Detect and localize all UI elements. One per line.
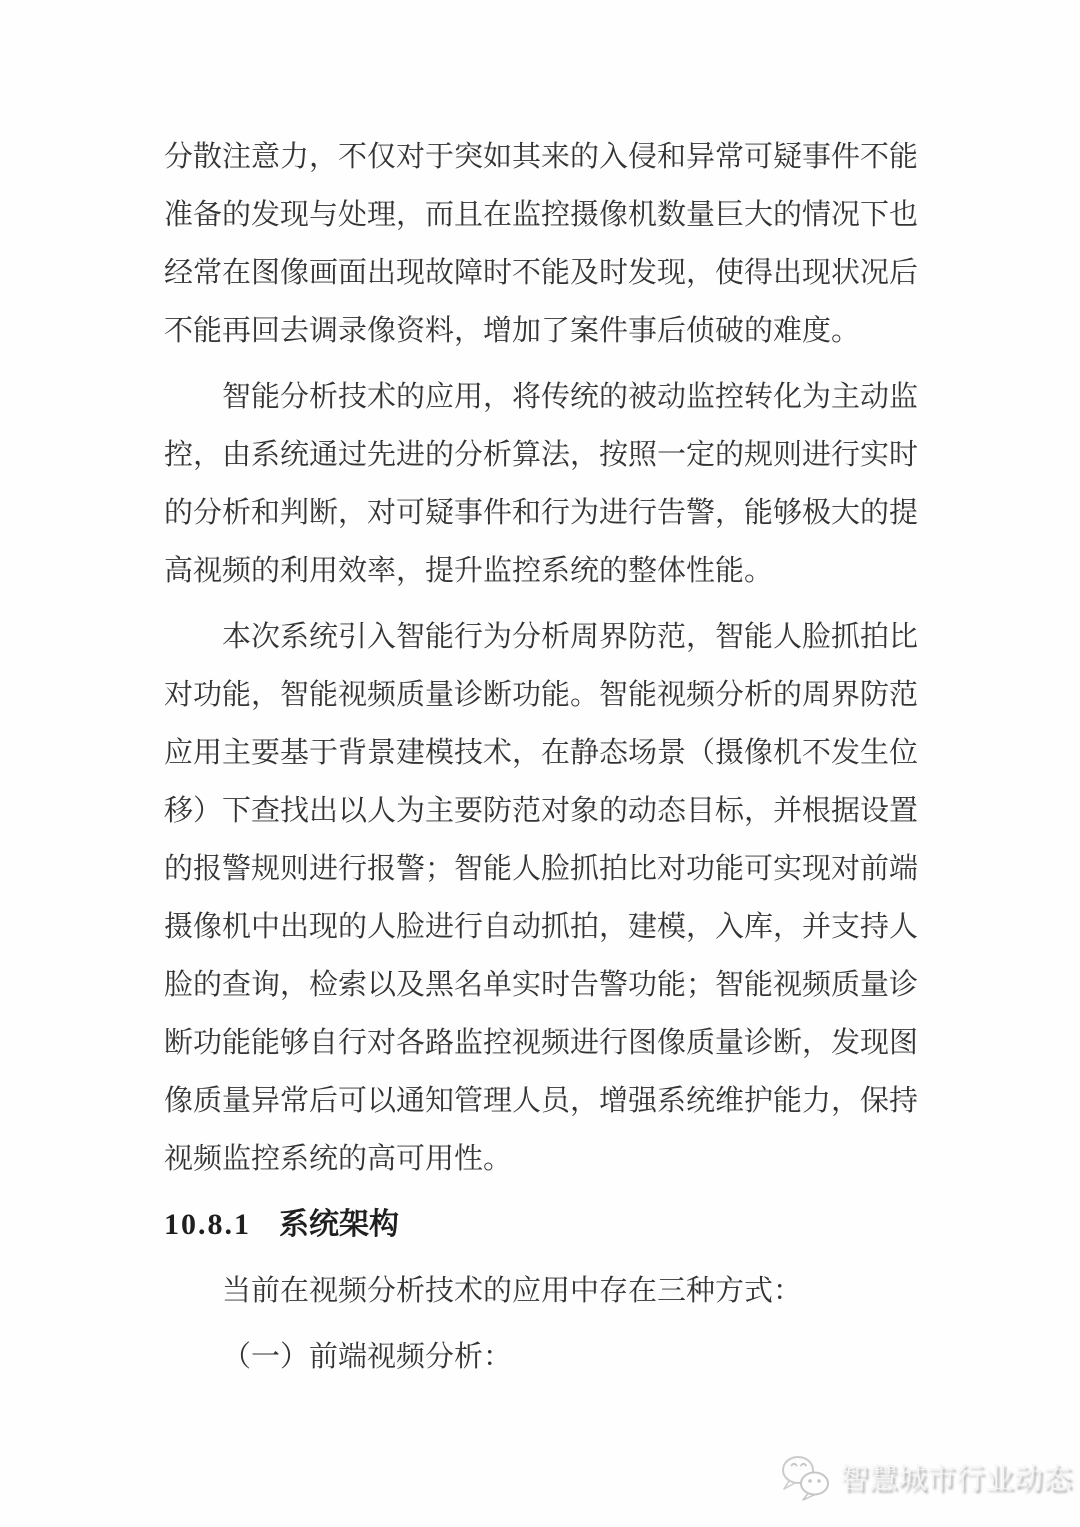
paragraph-continued: 分散注意力，不仅对于突如其来的入侵和异常可疑事件不能准备的发现与处理，而且在监控摄像机数量巨大的情况下也经常在图像画面出现故障时不能及时发现，使得出现状况后不能再回去调录像资料，增加了案件事后侦破的难度。 [164,141,919,347]
paragraph-system-functions: 本次系统引入智能行为分析周界防范，智能人脸抓拍比对功能，智能视频质量诊断功能。智能视频分析的周界防范应用主要基于背景建模技术，在静态场景（摄像机不发生位移）下查找出以人为主要防范对象的动态目标，并根据设置的报警规则进行报警；智能人脸抓拍比对功能可实现对前端摄像机中出现的人脸进行自动抓拍，建模，入库，并支持人脸的查询，检索以及黑名单实时告警功能；智能视频质量诊断功能能够自行对各路监控视频进行图像质量诊断，发现图像质量异常后可以通知管理人员，增强系统维护能力，保持视频监控系统的高可用性。 [164,621,919,1175]
document-content [164,128,918,1394]
section-heading [164,1196,918,1254]
paragraph-front-end-analysis: （一）前端视频分析： [222,1341,513,1373]
section-number: 10.8.1 [164,1208,251,1241]
paragraph-three-modes: 当前在视频分析技术的应用中存在三种方式： [222,1275,803,1307]
paragraph-intelligent-analysis: 智能分析技术的应用，将传统的被动监控转化为主动监控，由系统通过先进的分析算法，按照一定的规则进行实时的分析和判断，对可疑事件和行为进行告警，能够极大的提高视频的利用效率，提升监控系统的整体性能。 [164,381,919,587]
watermark [778,1453,1072,1505]
watermark-label: 智慧城市行业动态 [840,1463,1073,1495]
wechat-icon [778,1453,834,1505]
section-title: 系统架构 [279,1208,399,1241]
